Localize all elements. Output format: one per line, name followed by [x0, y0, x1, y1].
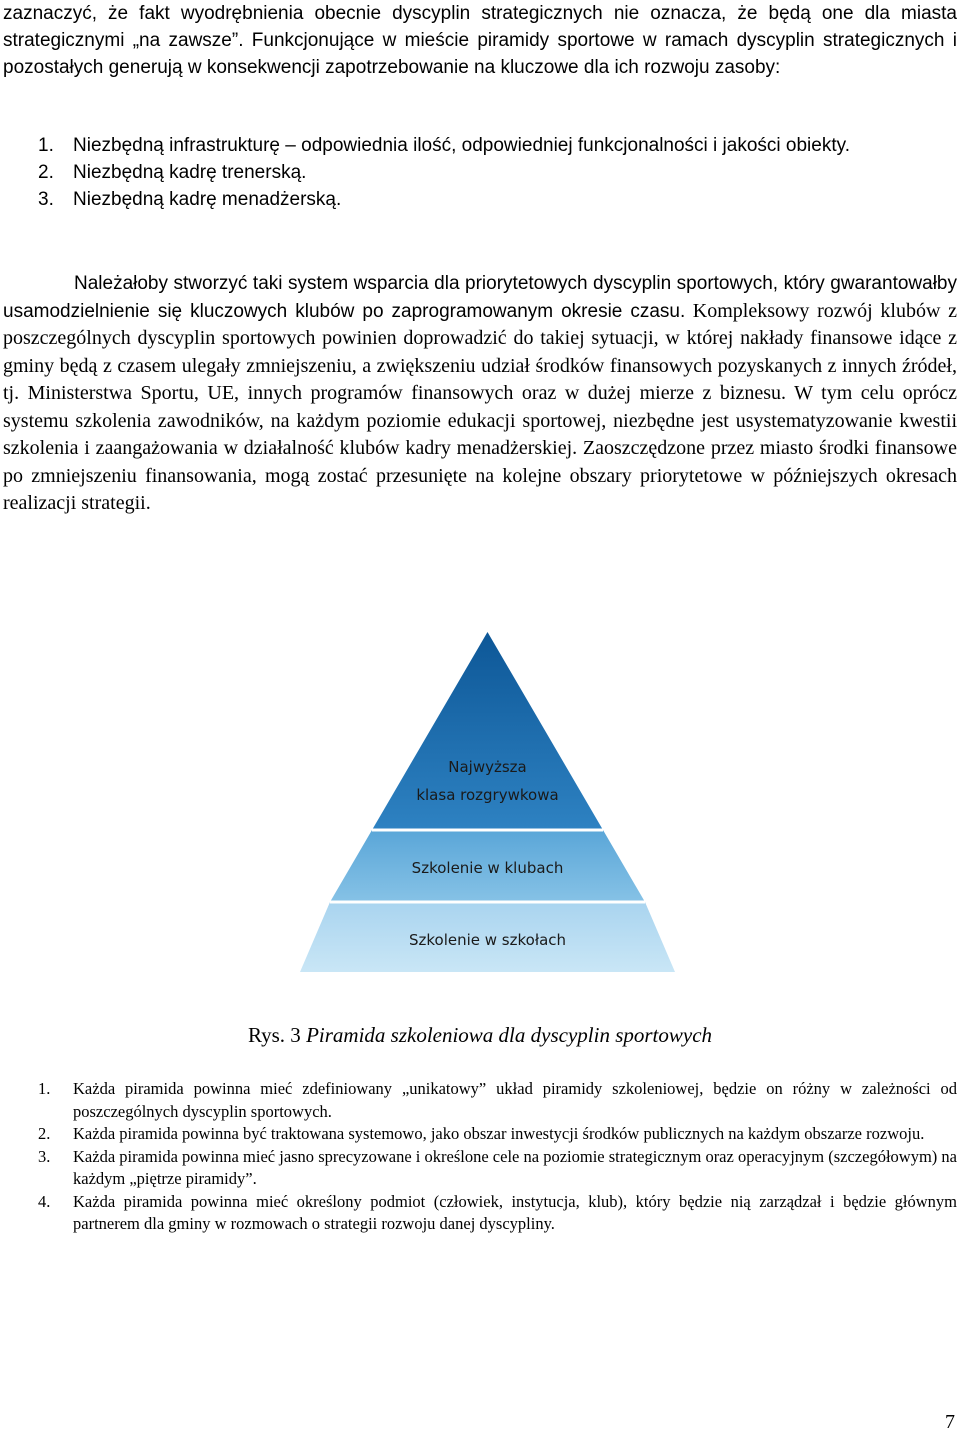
main-paragraph	[3, 270, 957, 518]
list-text: Niezbędną kadrę menadżerską.	[73, 189, 342, 210]
list-item	[38, 1191, 957, 1236]
list-number: 3.	[38, 189, 54, 210]
list-text: Każda piramida powinna mieć jasno sprecyzowane i określone cele na poziomie strategicznym oraz operacyjnym (szczegółowym) na każdym „piętrze piramidy”.	[73, 1146, 957, 1188]
list-number: 2.	[38, 1124, 51, 1143]
page-number: 7	[945, 1411, 955, 1433]
list-item	[38, 132, 957, 159]
notes-list	[38, 1078, 957, 1236]
list-item	[38, 1146, 957, 1191]
list-text: Każda piramida powinna być traktowana systemowo, jako obszar inwestycji środków publicznych na każdym obszarze rozwoju.	[73, 1124, 925, 1143]
list-number: 1.	[38, 1079, 51, 1098]
list-item	[38, 1078, 957, 1123]
list-item	[38, 159, 957, 186]
list-number: 1.	[38, 135, 54, 156]
pyramid-top-label-line1: Najwyższa	[448, 758, 527, 776]
list-text: Niezbędną kadrę trenerską.	[73, 162, 307, 183]
caption-title: Piramida szkoleniowa dla dyscyplin sportowych	[306, 1023, 713, 1047]
list-number: 2.	[38, 162, 54, 183]
list-number: 4.	[38, 1191, 51, 1211]
list-item	[38, 1123, 957, 1146]
requirements-list	[38, 132, 957, 213]
intro-paragraph: zaznaczyć, że fakt wyodrębnienia obecnie dyscyplin strategicznych nie oznacza, że będą one dla miasta strategicznymi „na zawsze”. Funkcjonujące w mieście piramidy sportowe w ramach dyscyplin strategicznych i pozostałych generują w konsekwencji zapotrzebowanie na kluczowe dla ich rozwoju zasoby:	[3, 3, 957, 78]
pyramid-bottom-label: Szkolenie w szkołach	[408, 931, 567, 949]
list-item	[38, 186, 957, 213]
list-text: Niezbędną infrastrukturę – odpowiednia ilość, odpowiedniej funkcjonalności i jakości obiekty.	[73, 135, 850, 156]
pyramid-middle-label: Szkolenie w klubach	[411, 859, 564, 877]
list-text: Każda piramida powinna mieć określony podmiot (człowiek, instytucja, klub), który będzie nią zarządzał i będzie głównym partnerem dla gminy w rozmowach o strategii rozwoju danej dyscypliny.	[73, 1191, 957, 1233]
list-number: 3.	[38, 1146, 51, 1166]
training-pyramid-figure	[300, 632, 675, 972]
caption-prefix: Rys. 3	[247, 1023, 301, 1047]
pyramid-top-label-line2: klasa rozgrywkowa	[416, 786, 559, 804]
figure-caption	[0, 1020, 960, 1050]
list-text: Każda piramida powinna mieć zdefiniowany „unikatowy” układ piramidy szkoleniowej, będzie on różny w zależności od poszczególnych dyscyplin sportowych.	[73, 1079, 957, 1121]
paragraph-serif-text: Kompleksowy rozwój klubów z poszczególnych dyscyplin sportowych powinien doprowadzić do takiej sytuacji, w której nakłady finansowe idące z gminy będą z czasem ulegały zmniejszeniu, a zwiększeniu udział środków finansowych pozyskanych z innych źródeł, tj. Ministerstwa Sportu, UE, innych programów finansowych oraz w dużej mierze z biznesu. W tym celu oprócz systemu szkolenia zawodników, na każdym poziomie edukacji sportowej, niezbędne jest usystematyzowanie kwestii szkolenia i zaangażowania w działalność klubów kadry menadżerskiej. Zaoszczędzone przez miasto środki finansowe po zmniejszeniu finansowania, mogą zostać przesunięte na kolejne obszary priorytetowe w późniejszych okresach realizacji strategii.	[3, 299, 958, 514]
paragraph-sans-text: Należałoby stworzyć taki system wsparcia dla priorytetowych dyscyplin sportowych, który gwarantowałby usamodzielnienie się kluczowych klubów po zaprogramowanym okresie czasu.	[3, 273, 957, 322]
